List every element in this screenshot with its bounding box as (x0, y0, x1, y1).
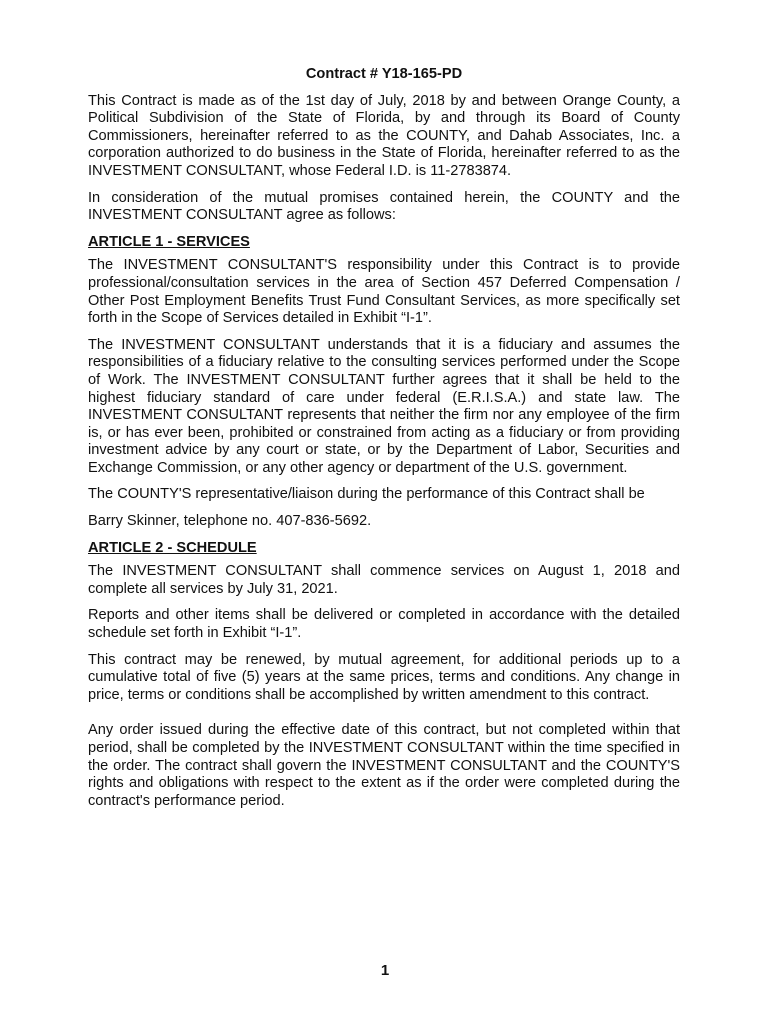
article-1-paragraph-1: The INVESTMENT CONSULTANT'S responsibility under this Contract is to provide professional/consultation services in the area of Section 457 Deferred Compensation / Other Post Employment Benefits Trust Fund Consultant Services, as more specifically set forth in the Scope of Services detailed in Exhibit “I-1”. (88, 257, 680, 327)
article-2-paragraph-1: The INVESTMENT CONSULTANT shall commence services on August 1, 2018 and complete all services by July 31, 2021. (88, 563, 680, 597)
article-1-paragraph-3: The COUNTY'S representative/liaison during the performance of this Contract shall be (88, 486, 645, 503)
article-2-paragraph-4: Any order issued during the effective date of this contract, but not completed within that period, shall be completed by the INVESTMENT CONSULTANT within the time specified in the order. The contract shall govern the INVESTMENT CONSULTANT and the COUNTY'S rights and obligations with respect to the extent as if the order were completed during the contract's performance period. (88, 722, 680, 809)
intro-paragraph: This Contract is made as of the 1st day of July, 2018 by and between Orange County, a Political Subdivision of the State of Florida, by and through its Board of County Commissioners, hereinafter referred to as the COUNTY, and Dahab Associates, Inc. a corporation authorized to do business in the State of Florida, hereinafter referred to as the INVESTMENT CONSULTANT, whose Federal I.D. is 11-2783874. (88, 92, 680, 179)
document-page (88, 66, 680, 819)
consideration-paragraph: In consideration of the mutual promises contained herein, the COUNTY and the INVESTMENT CONSULTANT agree as follows: (88, 189, 680, 224)
contract-title: Contract # Y18-165-PD (305, 66, 463, 82)
article-2-paragraph-2: Reports and other items shall be delivered or completed in accordance with the detailed schedule set forth in Exhibit “I-1”. (88, 607, 680, 642)
page-number: 1 (380, 962, 390, 979)
article-2-paragraph-3: This contract may be renewed, by mutual agreement, for additional periods up to a cumulative total of five (5) years at the same prices, terms and conditions. Any change in price, terms or conditions shall be accomplished by written amendment to this contract. (88, 651, 680, 703)
article-1-paragraph-2: The INVESTMENT CONSULTANT understands that it is a fiduciary and assumes the responsibilities of a fiduciary relative to the consulting services performed under the Scope of Work. The INVESTMENT CONSULTANT further agrees that it shall be held to the highest fiduciary standard of care under federal (E.R.I.S.A.) and state law. The INVESTMENT CONSULTANT represents that neither the firm nor any employee of the firm is, or has ever been, prohibited or constrained from acting as a fiduciary or from providing investment advice by any court or state, or by the Department of Labor, Securities and Exchange Commission, or any other agency or department of the U.S. government. (88, 336, 680, 476)
article-1-paragraph-4: Barry Skinner, telephone no. 407-836-5692. (88, 513, 372, 530)
article-2-heading: ARTICLE 2 - SCHEDULE (88, 539, 257, 556)
article-1-heading: ARTICLE 1 - SERVICES (88, 233, 250, 250)
